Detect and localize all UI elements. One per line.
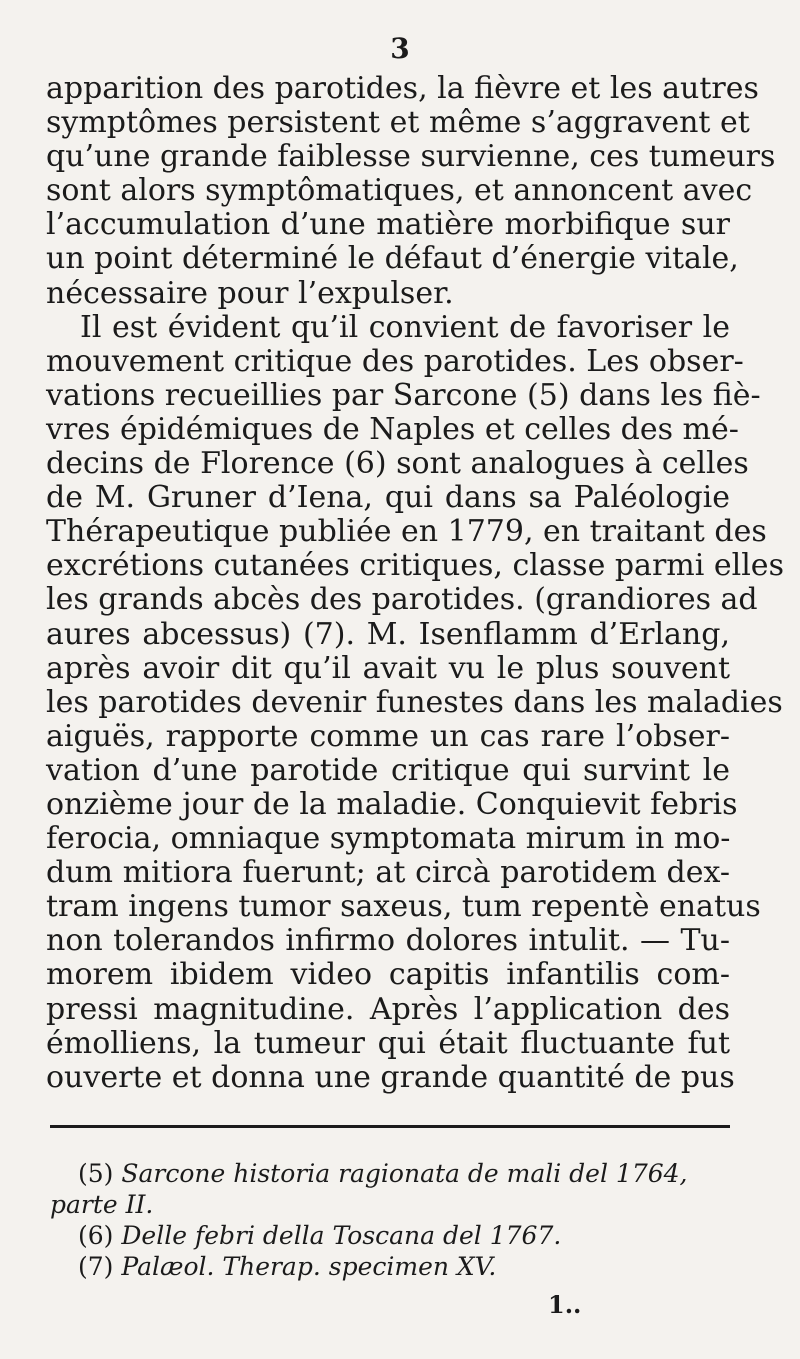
text-line: mouvement critique des parotides. Les obser- — [46, 343, 744, 379]
footnote — [50, 1158, 740, 1189]
text-line: nécessaire pour l’expulser. — [46, 275, 454, 311]
text-line: émolliens, la tumeur qui était fluctuante fut — [46, 1025, 730, 1061]
text-line: après avoir dit qu’il avait vu le plus souvent — [46, 650, 730, 686]
footnote — [50, 1220, 740, 1251]
text-line: dum mitiora fuerunt; at circà parotidem dex- — [46, 855, 730, 891]
text-line: symptômes persistent et même s’aggravent et — [46, 105, 750, 141]
footnote-text: Delle febri della Toscana del 1767. — [121, 1221, 562, 1250]
text-line: Il est évident qu’il convient de favoriser le — [80, 309, 730, 345]
text-line: vres épidémiques de Naples et celles des mé- — [46, 411, 739, 447]
footnote-number: (7) — [78, 1252, 114, 1281]
text-line: ouverte et donna une grande quantité de pus — [46, 1059, 735, 1095]
text-line: qu’une grande faiblesse survienne, ces tumeurs — [46, 139, 776, 175]
text-line: sont alors symptômatiques, et annoncent avec — [46, 173, 753, 209]
text-line: Thérapeutique publiée en 1779, en traitant des — [46, 514, 767, 550]
text-line: vations recueillies par Sarcone (5) dans les fiè- — [46, 377, 761, 413]
text-line: tram ingens tumor saxeus, tum repentè enatus — [46, 889, 761, 925]
footnote — [50, 1251, 740, 1282]
text-line: pressi magnitudine. Après l’application des — [46, 991, 730, 1027]
footnotes — [50, 1158, 740, 1282]
body-text — [46, 71, 784, 1095]
text-line: aiguës, rapporte comme un cas rare l’obser- — [46, 718, 730, 754]
text-line: morem ibidem video capitis infantilis com- — [46, 957, 730, 993]
footnote-divider — [50, 1125, 730, 1128]
text-line: non tolerandos infirmo dolores intulit. — Tu- — [46, 923, 730, 959]
footnote-text: parte II. — [50, 1190, 154, 1219]
footnote-text: Palæol. Therap. specimen XV. — [121, 1252, 497, 1281]
text-line: excrétions cutanées critiques, classe parmi elles — [46, 548, 784, 584]
text-line: de M. Gruner d’Iena, qui dans sa Paléologie — [46, 480, 730, 516]
text-line: l’accumulation d’une matière morbifique sur — [46, 207, 730, 243]
footnote — [50, 1189, 740, 1220]
page-number: 3 — [390, 32, 410, 65]
text-line: vation d’une parotide critique qui survint le — [46, 752, 730, 788]
text-line: aures abcessus) (7). M. Isenflamm d’Erlang, — [46, 616, 730, 652]
catchword: 1.. — [548, 1290, 582, 1319]
footnote-number: (6) — [78, 1221, 114, 1250]
text-line: onzième jour de la maladie. Conquievit febris — [46, 786, 738, 822]
footnote-text: Sarcone historia ragionata de mali del 1764, — [121, 1159, 688, 1188]
footnote-number: (5) — [78, 1159, 114, 1188]
text-line: decins de Florence (6) sont analogues à celles — [46, 446, 749, 482]
text-line: apparition des parotides, la fièvre et les autres — [46, 71, 759, 106]
text-line: ferocia, omniaque symptomata mirum in mo- — [46, 821, 731, 857]
text-line: les parotides devenir funestes dans les maladies — [46, 684, 783, 720]
text-line: les grands abcès des parotides. (grandiores ad — [46, 582, 758, 618]
text-line: un point déterminé le défaut d’énergie vitale, — [46, 241, 739, 277]
